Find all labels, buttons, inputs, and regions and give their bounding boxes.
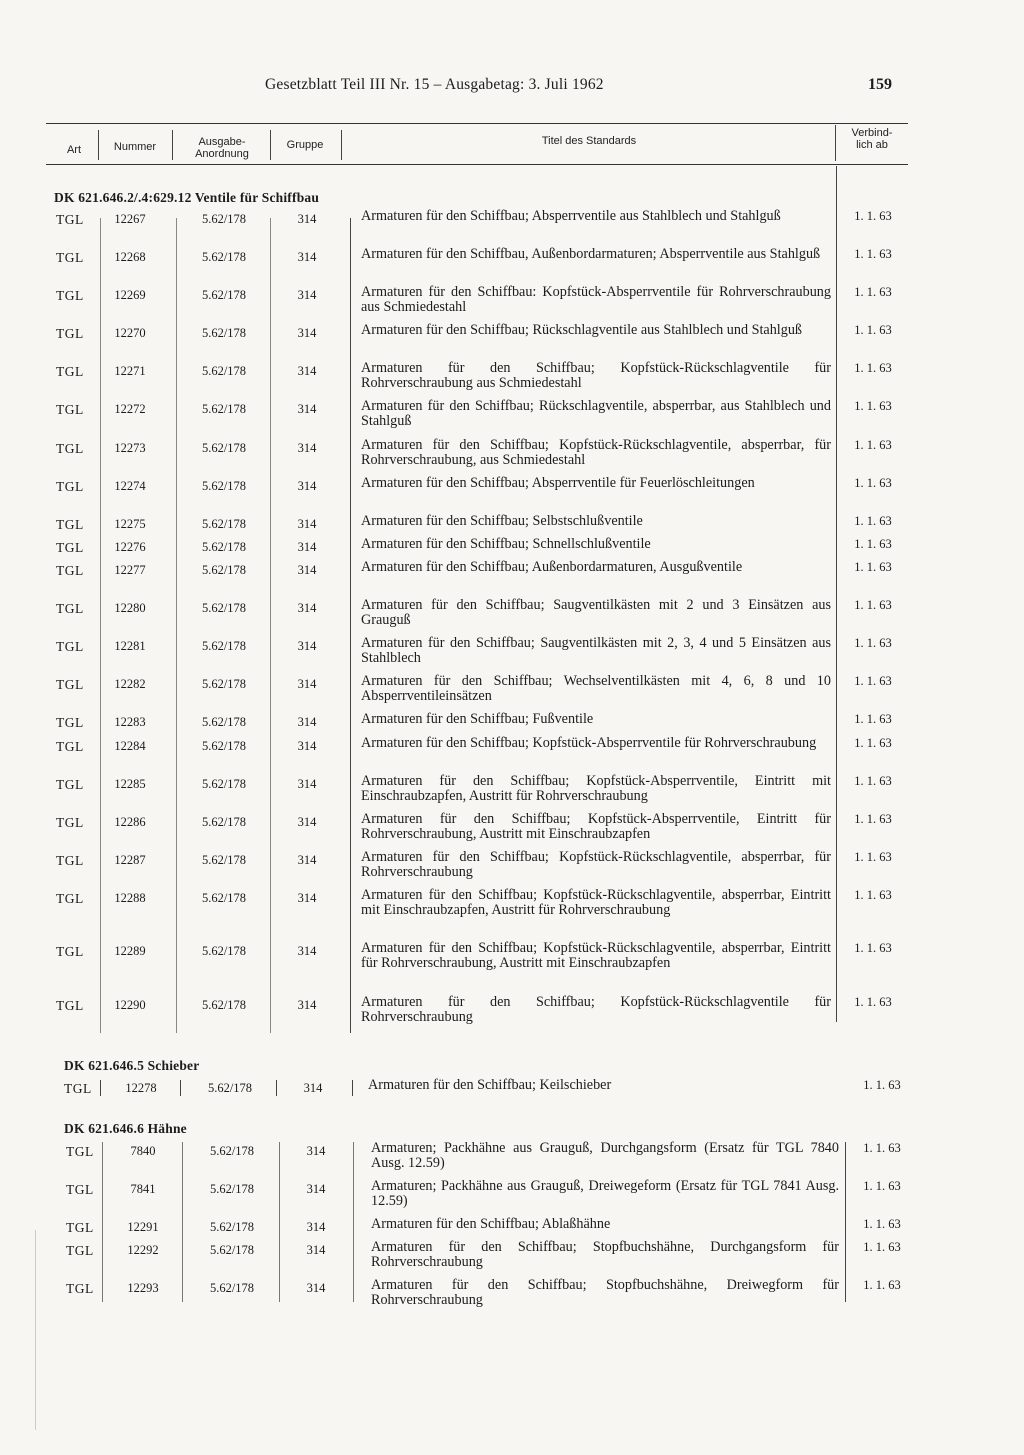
cell-gruppe: 314 [297, 212, 317, 226]
cell-gruppe: 314 [297, 402, 317, 416]
cell-nummer: 12288 [114, 891, 146, 905]
cell-ausgabe: 5.62/178 [201, 288, 247, 302]
cell-ausgabe: 5.62/178 [209, 1182, 255, 1196]
cell-ausgabe: 5.62/178 [209, 1281, 255, 1295]
header-sep-1 [98, 130, 99, 160]
cell-art: TGL [56, 998, 84, 1013]
cell-titel: Armaturen für den Schiffbau; Selbstschlußventile [361, 513, 643, 529]
cell-art: TGL [56, 288, 84, 303]
cell-gruppe: 314 [297, 441, 317, 455]
cell-verbindlich: 1. 1. 63 [854, 285, 892, 299]
cell-titel: Armaturen; Packhähne aus Grauguß, Durchgangsform (Ersatz für TGL 7840 Ausg. 12.59) [371, 1140, 839, 1171]
cell-art: TGL [56, 739, 84, 754]
cell-nummer: 12286 [114, 815, 146, 829]
body-sep-5c [845, 1142, 846, 1302]
cell-verbindlich: 1. 1. 63 [854, 598, 892, 612]
cell-art: TGL [64, 1081, 92, 1096]
col-head-verbindlich-2: lich ab [856, 139, 888, 151]
cell-nummer: 12284 [114, 739, 146, 753]
cell-verbindlich: 1. 1. 63 [854, 712, 892, 726]
cell-verbindlich: 1. 1. 63 [854, 323, 892, 337]
cell-art: TGL [56, 601, 84, 616]
cell-ausgabe: 5.62/178 [201, 517, 247, 531]
cell-nummer: 12271 [114, 364, 146, 378]
cell-art: TGL [56, 777, 84, 792]
cell-gruppe: 314 [297, 944, 317, 958]
cell-gruppe: 314 [297, 250, 317, 264]
cell-verbindlich: 1. 1. 63 [854, 399, 892, 413]
cell-ausgabe: 5.62/178 [201, 563, 247, 577]
cell-art: TGL [66, 1144, 94, 1159]
cell-ausgabe: 5.62/178 [201, 853, 247, 867]
cell-titel: Armaturen für den Schiffbau; Absperrventile für Feuerlöschleitungen [361, 475, 755, 491]
cell-gruppe: 314 [306, 1220, 326, 1234]
cell-nummer: 12272 [114, 402, 146, 416]
cell-nummer: 12283 [114, 715, 146, 729]
cell-nummer: 7840 [130, 1144, 156, 1158]
cell-ausgabe: 5.62/178 [209, 1243, 255, 1257]
cell-art: TGL [56, 250, 84, 265]
cell-titel: Armaturen für den Schiffbau; Stopfbuchshähne, Durchgangsform für Rohrverschraubung [371, 1239, 839, 1270]
page-header: Gesetzblatt Teil III Nr. 15 – Ausgabetag: 3. Juli 1962 [265, 76, 604, 93]
cell-verbindlich: 1. 1. 63 [854, 537, 892, 551]
cell-ausgabe: 5.62/178 [201, 944, 247, 958]
cell-nummer: 12287 [114, 853, 146, 867]
cell-nummer: 12275 [114, 517, 146, 531]
cell-verbindlich: 1. 1. 63 [863, 1240, 901, 1254]
cell-gruppe: 314 [306, 1182, 326, 1196]
cell-gruppe: 314 [297, 326, 317, 340]
cell-titel: Armaturen für den Schiffbau; Rückschlagventile, absperrbar, aus Stahlblech und Stahlguß [361, 398, 831, 429]
header-sep-4 [341, 130, 342, 160]
cell-ausgabe: 5.62/178 [201, 212, 247, 226]
cell-ausgabe: 5.62/178 [201, 402, 247, 416]
cell-ausgabe: 5.62/178 [209, 1144, 255, 1158]
cell-art: TGL [56, 212, 84, 227]
cell-verbindlich: 1. 1. 63 [854, 247, 892, 261]
cell-art: TGL [56, 479, 84, 494]
cell-gruppe: 314 [306, 1144, 326, 1158]
cell-art: TGL [66, 1182, 94, 1197]
cell-gruppe: 314 [303, 1081, 323, 1095]
cell-nummer: 12291 [127, 1220, 159, 1234]
cell-titel: Armaturen für den Schiffbau; Kopfstück-Rückschlagventile für Rohrverschraubung aus Schmiedestahl [361, 360, 831, 391]
cell-gruppe: 314 [297, 891, 317, 905]
cell-nummer: 12267 [114, 212, 146, 226]
cell-ausgabe: 5.62/178 [201, 677, 247, 691]
cell-verbindlich: 1. 1. 63 [854, 438, 892, 452]
cell-ausgabe: 5.62/178 [201, 777, 247, 791]
body-sep-4c [353, 1142, 354, 1302]
cell-titel: Armaturen für den Schiffbau; Kopfstück-Absperrventile für Rohrverschraubung [361, 735, 817, 751]
cell-titel: Armaturen für den Schiffbau; Außenbordarmaturen, Ausgußventile [361, 559, 743, 575]
cell-gruppe: 314 [297, 853, 317, 867]
cell-ausgabe: 5.62/178 [201, 326, 247, 340]
cell-titel: Armaturen; Packhähne aus Grauguß, Dreiwegeform (Ersatz für TGL 7841 Ausg. 12.59) [371, 1178, 839, 1209]
cell-verbindlich: 1. 1. 63 [854, 514, 892, 528]
cell-verbindlich: 1. 1. 63 [863, 1217, 901, 1231]
cell-art: TGL [66, 1220, 94, 1235]
cell-nummer: 12289 [114, 944, 146, 958]
cell-gruppe: 314 [306, 1243, 326, 1257]
cell-verbindlich: 1. 1. 63 [863, 1278, 901, 1292]
cell-art: TGL [56, 853, 84, 868]
cell-gruppe: 314 [297, 677, 317, 691]
col-head-gruppe: Gruppe [286, 139, 324, 151]
cell-gruppe: 314 [297, 364, 317, 378]
col-head-nummer: Nummer [113, 141, 157, 153]
cell-titel: Armaturen für den Schiffbau; Keilschieber [368, 1077, 612, 1093]
cell-ausgabe: 5.62/178 [201, 540, 247, 554]
cell-ausgabe: 5.62/178 [201, 639, 247, 653]
cell-titel: Armaturen für den Schiffbau, Außenbordarmaturen; Absperrventile aus Stahlguß [361, 246, 821, 262]
page-number: 159 [868, 76, 892, 93]
cell-titel: Armaturen für den Schiffbau; Saugventilkästen mit 2, 3, 4 und 5 Einsätzen aus Stahlblech [361, 635, 831, 666]
col-head-ausgabe-1: Ausgabe- [198, 136, 246, 148]
section-title-ventile: DK 621.646.2/.4:629.12 Ventile für Schiffbau [54, 190, 320, 205]
cell-nummer: 12274 [114, 479, 146, 493]
cell-verbindlich: 1. 1. 63 [854, 209, 892, 223]
cell-verbindlich: 1. 1. 63 [854, 774, 892, 788]
cell-titel: Armaturen für den Schiffbau; Rückschlagventile aus Stahlblech und Stahlguß [361, 322, 803, 338]
cell-art: TGL [56, 517, 84, 532]
cell-art: TGL [56, 441, 84, 456]
cell-titel: Armaturen für den Schiffbau; Kopfstück-Rückschlagventile, absperrbar, Eintritt mit Einschraubzapfen, Austritt für Rohrverschraubung [361, 887, 831, 918]
cell-nummer: 12278 [125, 1081, 157, 1095]
cell-verbindlich: 1. 1. 63 [863, 1141, 901, 1155]
section-title-haehne: DK 621.646.6 Hähne [64, 1121, 187, 1136]
cell-gruppe: 314 [297, 739, 317, 753]
cell-ausgabe: 5.62/178 [201, 250, 247, 264]
cell-titel: Armaturen für den Schiffbau; Wechselventilkästen mit 4, 6, 8 und 10 Absperrventileinsätzen [361, 673, 831, 704]
body-sep-4b [352, 1080, 353, 1096]
cell-verbindlich: 1. 1. 63 [863, 1078, 901, 1092]
cell-gruppe: 314 [297, 601, 317, 615]
cell-nummer: 12281 [114, 639, 146, 653]
cell-nummer: 12280 [114, 601, 146, 615]
cell-titel: Armaturen für den Schiffbau; Kopfstück-Rückschlagventile, absperrbar, für Rohrverschraubung, aus Schmiedestahl [361, 437, 831, 468]
cell-art: TGL [66, 1243, 94, 1258]
cell-titel: Armaturen für den Schiffbau; Fußventile [361, 711, 594, 727]
cell-ausgabe: 5.62/178 [207, 1081, 253, 1095]
cell-gruppe: 314 [297, 715, 317, 729]
cell-art: TGL [56, 540, 84, 555]
cell-titel: Armaturen für den Schiffbau; Stopfbuchshähne, Dreiwegform für Rohrverschraubung [371, 1277, 839, 1308]
cell-gruppe: 314 [297, 639, 317, 653]
cell-gruppe: 314 [297, 479, 317, 493]
cell-gruppe: 314 [297, 777, 317, 791]
cell-titel: Armaturen für den Schiffbau; Saugventilkästen mit 2 und 3 Einsätzen aus Grauguß [361, 597, 831, 628]
cell-nummer: 12276 [114, 540, 146, 554]
cell-gruppe: 314 [297, 563, 317, 577]
cell-nummer: 12285 [114, 777, 146, 791]
header-sep-5 [835, 125, 836, 161]
cell-art: TGL [56, 639, 84, 654]
cell-art: TGL [56, 364, 84, 379]
cell-titel: Armaturen für den Schiffbau: Kopfstück-Absperrventile für Rohrverschraubung aus Schmiedestahl [361, 284, 831, 315]
cell-art: TGL [56, 677, 84, 692]
cell-nummer: 12269 [114, 288, 146, 302]
cell-ausgabe: 5.62/178 [201, 479, 247, 493]
cell-ausgabe: 5.62/178 [201, 739, 247, 753]
cell-nummer: 12268 [114, 250, 146, 264]
cell-ausgabe: 5.62/178 [201, 441, 247, 455]
cell-art: TGL [66, 1281, 94, 1296]
cell-titel: Armaturen für den Schiffbau; Kopfstück-Rückschlagventile, absperrbar, für Rohrverschraubung [361, 849, 831, 880]
cell-ausgabe: 5.62/178 [201, 891, 247, 905]
cell-art: TGL [56, 944, 84, 959]
cell-nummer: 7841 [130, 1182, 156, 1196]
cell-gruppe: 314 [297, 288, 317, 302]
cell-nummer: 12277 [114, 563, 146, 577]
cell-titel: Armaturen für den Schiffbau; Kopfstück-Rückschlagventile, absperrbar, Eintritt für Rohrverschraubung, Austritt mit Einschraubzapfen [361, 940, 831, 971]
cell-verbindlich: 1. 1. 63 [854, 888, 892, 902]
cell-gruppe: 314 [297, 998, 317, 1012]
cell-verbindlich: 1. 1. 63 [854, 850, 892, 864]
cell-art: TGL [56, 326, 84, 341]
cell-verbindlich: 1. 1. 63 [854, 736, 892, 750]
cell-nummer: 12293 [127, 1281, 159, 1295]
cell-verbindlich: 1. 1. 63 [854, 812, 892, 826]
cell-verbindlich: 1. 1. 63 [854, 636, 892, 650]
cell-titel: Armaturen für den Schiffbau; Ablaßhähne [371, 1216, 611, 1232]
col-head-verbindlich-1: Verbind- [851, 127, 893, 139]
col-head-ausgabe-2: Anordnung [195, 148, 249, 160]
header-bottom-rule [46, 164, 908, 165]
cell-titel: Armaturen für den Schiffbau; Kopfstück-Absperrventile, Eintritt für Rohrverschraubung, Austritt mit Einschraubzapfen [361, 811, 831, 842]
cell-verbindlich: 1. 1. 63 [854, 941, 892, 955]
cell-nummer: 12270 [114, 326, 146, 340]
header-top-rule [46, 123, 908, 124]
cell-verbindlich: 1. 1. 63 [854, 361, 892, 375]
cell-gruppe: 314 [297, 540, 317, 554]
cell-verbindlich: 1. 1. 63 [863, 1179, 901, 1193]
body-sep-4a [350, 218, 351, 1033]
cell-titel: Armaturen für den Schiffbau; Schnellschlußventile [361, 536, 651, 552]
col-head-art: Art [66, 144, 82, 156]
cell-ausgabe: 5.62/178 [209, 1220, 255, 1234]
cell-art: TGL [56, 563, 84, 578]
cell-titel: Armaturen für den Schiffbau; Absperrventile aus Stahlblech und Stahlguß [361, 208, 781, 224]
cell-titel: Armaturen für den Schiffbau; Kopfstück-Absperrventile, Eintritt mit Einschraubzapfen, Austritt für Rohrverschraubung [361, 773, 831, 804]
body-sep-5a [836, 166, 837, 1022]
header-sep-3 [270, 130, 271, 160]
cell-nummer: 12273 [114, 441, 146, 455]
cell-art: TGL [56, 402, 84, 417]
cell-art: TGL [56, 815, 84, 830]
header-sep-2 [172, 130, 173, 160]
cell-art: TGL [56, 715, 84, 730]
cell-gruppe: 314 [306, 1281, 326, 1295]
cell-verbindlich: 1. 1. 63 [854, 560, 892, 574]
cell-nummer: 12282 [114, 677, 146, 691]
cell-gruppe: 314 [297, 815, 317, 829]
cell-ausgabe: 5.62/178 [201, 998, 247, 1012]
cell-ausgabe: 5.62/178 [201, 601, 247, 615]
col-head-titel: Titel des Standards [541, 135, 637, 147]
cell-nummer: 12292 [127, 1243, 159, 1257]
cell-verbindlich: 1. 1. 63 [854, 476, 892, 490]
cell-verbindlich: 1. 1. 63 [854, 995, 892, 1009]
cell-gruppe: 314 [297, 517, 317, 531]
cell-nummer: 12290 [114, 998, 146, 1012]
cell-ausgabe: 5.62/178 [201, 364, 247, 378]
cell-art: TGL [56, 891, 84, 906]
scan-margin-rule [35, 1230, 36, 1430]
cell-titel: Armaturen für den Schiffbau; Kopfstück-Rückschlagventile für Rohrverschraubung [361, 994, 831, 1025]
cell-verbindlich: 1. 1. 63 [854, 674, 892, 688]
cell-ausgabe: 5.62/178 [201, 815, 247, 829]
section-title-schieber: DK 621.646.5 Schieber [64, 1058, 200, 1073]
cell-ausgabe: 5.62/178 [201, 715, 247, 729]
